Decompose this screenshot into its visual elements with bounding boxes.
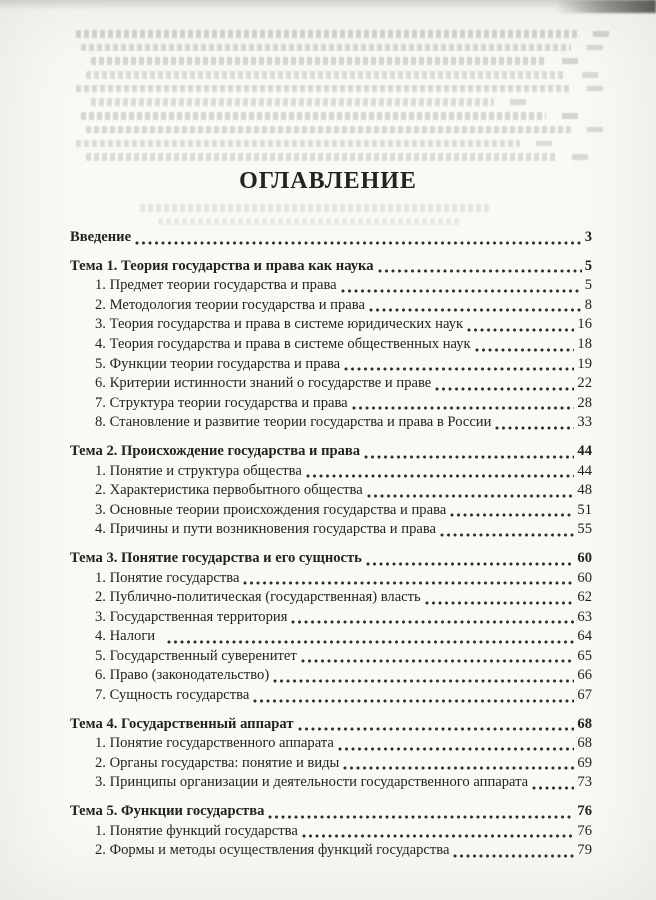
- bleedthrough-line: [86, 153, 556, 161]
- toc-entry-label: 3. Теория государства и права в системе юридических наук: [95, 316, 464, 333]
- toc-entry: [70, 228, 592, 248]
- table-of-contents: [70, 228, 592, 861]
- toc-entry-page-number: 19: [577, 355, 592, 372]
- toc-dot-leader: [450, 513, 574, 517]
- toc-entry-label: 2. Характеристика первобытного общества: [95, 482, 363, 499]
- toc-entry-page-number: 60: [577, 569, 592, 586]
- toc-entry-label: Тема 4. Государственный аппарат: [70, 715, 294, 732]
- toc-entry-label: 2. Методология теории государства и права: [95, 296, 365, 313]
- toc-dot-leader: [302, 834, 575, 838]
- toc-entry: [70, 501, 592, 521]
- toc-entry: [70, 442, 592, 462]
- toc-entry: [70, 394, 592, 414]
- bleedthrough-text-block: [76, 30, 592, 167]
- toc-dot-leader: [301, 659, 575, 663]
- toc-dot-leader: [343, 766, 574, 770]
- toc-entry-label: 7. Структура теории государства и права: [95, 394, 348, 411]
- toc-entry-label: 1. Понятие функций государства: [95, 822, 298, 839]
- toc-entry: [70, 355, 592, 375]
- toc-entry: [70, 666, 592, 686]
- toc-entry-label: 4. Причины и пути возникновения государства и права: [95, 521, 437, 538]
- toc-dot-leader: [367, 494, 575, 498]
- bleedthrough-line: [91, 57, 545, 65]
- toc-dot-leader: [341, 289, 582, 293]
- bleedthrough-line: [81, 112, 545, 120]
- toc-entry-page-number: 64: [577, 628, 592, 645]
- toc-entry-label: 4. Налоги: [95, 628, 156, 645]
- toc-entry-page-number: 55: [577, 521, 592, 538]
- toc-entry-label: 4. Теория государства и права в системе общественных наук: [95, 335, 471, 352]
- toc-entry-page-number: 63: [577, 608, 592, 625]
- toc-entry: [70, 715, 592, 735]
- toc-entry: [70, 549, 592, 569]
- toc-dot-leader: [378, 269, 582, 273]
- toc-dot-leader: [344, 367, 574, 371]
- toc-entry-label: 2. Формы и методы осуществления функций государства: [95, 842, 450, 859]
- toc-entry-label: Тема 5. Функции государства: [70, 803, 265, 820]
- toc-dot-leader: [306, 474, 575, 478]
- toc-entry: [70, 520, 592, 540]
- toc-entry-page-number: 16: [577, 316, 592, 333]
- toc-dot-leader: [135, 241, 582, 245]
- toc-entry: [70, 841, 592, 861]
- bleedthrough-line: [86, 126, 571, 134]
- toc-entry-label: 3. Государственная территория: [95, 608, 288, 625]
- toc-entry-page-number: 22: [577, 375, 592, 392]
- toc-dot-leader: [167, 640, 575, 644]
- toc-entry-page-number: 68: [577, 715, 592, 732]
- toc-entry-label: 7. Сущность государства: [95, 687, 250, 704]
- toc-entry-page-number: 33: [577, 414, 592, 431]
- toc-entry: [70, 296, 592, 316]
- toc-entry-page-number: 68: [577, 735, 592, 752]
- toc-entry-page-number: 18: [577, 335, 592, 352]
- toc-dot-leader: [453, 854, 574, 858]
- bleedthrough-line: [76, 85, 571, 93]
- toc-entry: [70, 374, 592, 394]
- toc-entry-page-number: 5: [584, 257, 592, 274]
- toc-dot-leader: [298, 727, 575, 731]
- toc-entry-page-number: 44: [577, 462, 592, 479]
- toc-entry-page-number: 69: [577, 754, 592, 771]
- toc-entry: [70, 462, 592, 482]
- toc-dot-leader: [495, 426, 574, 430]
- toc-entry-label: 6. Критерии истинности знаний о государстве и праве: [95, 375, 432, 392]
- toc-dot-leader: [243, 581, 574, 585]
- toc-entry-page-number: 48: [577, 482, 592, 499]
- toc-entry-page-number: 28: [577, 394, 592, 411]
- toc-entry: [70, 773, 592, 793]
- bleedthrough-line: [91, 98, 493, 106]
- toc-dot-leader: [467, 328, 574, 332]
- toc-entry-label: Введение: [70, 229, 132, 245]
- toc-dot-leader: [253, 699, 574, 703]
- toc-dot-leader: [440, 533, 574, 537]
- toc-entry-label: 1. Предмет теории государства и права: [95, 277, 337, 294]
- page-title: ОГЛАВЛЕНИЕ: [239, 168, 417, 194]
- toc-entry: [70, 569, 592, 589]
- toc-entry-page-number: 3: [584, 229, 592, 245]
- toc-entry-page-number: 66: [577, 667, 592, 684]
- toc-entry-label: 1. Понятие государства: [95, 569, 240, 586]
- toc-entry: [70, 335, 592, 355]
- toc-dot-leader: [532, 786, 574, 790]
- toc-entry-page-number: 62: [577, 589, 592, 606]
- toc-entry-label: 5. Государственный суверенитет: [95, 647, 297, 664]
- toc-dot-leader: [338, 747, 575, 751]
- toc-entry: [70, 627, 592, 647]
- toc-dot-leader: [475, 348, 575, 352]
- toc-entry-label: 3. Основные теории происхождения государства и права: [95, 501, 447, 518]
- toc-dot-leader: [352, 406, 575, 410]
- toc-entry: [70, 588, 592, 608]
- bleedthrough-line: [76, 30, 577, 38]
- toc-entry: [70, 822, 592, 842]
- toc-dot-leader: [366, 562, 575, 566]
- toc-entry-label: 5. Функции теории государства и права: [95, 355, 341, 372]
- toc-dot-leader: [425, 601, 575, 605]
- toc-entry-label: Тема 1. Теория государства и права как наука: [70, 257, 374, 274]
- toc-entry: [70, 315, 592, 335]
- toc-entry-page-number: 60: [577, 549, 592, 566]
- toc-entry: [70, 754, 592, 774]
- toc-entry: [70, 257, 592, 277]
- toc-entry-page-number: 44: [577, 442, 592, 459]
- scan-corner-smudge: [556, 0, 656, 13]
- toc-entry-page-number: 67: [577, 687, 592, 704]
- toc-entry: [70, 647, 592, 667]
- toc-entry-label: 6. Право (законодательство): [95, 667, 270, 684]
- toc-entry-page-number: 76: [577, 822, 592, 839]
- toc-dot-leader: [369, 308, 582, 312]
- toc-entry: [70, 276, 592, 296]
- bleedthrough-line: [86, 71, 566, 79]
- bleedthrough-line: [158, 218, 460, 226]
- toc-entry-label: Тема 2. Происхождение государства и права: [70, 442, 361, 459]
- toc-entry-label: 2. Публично-политическая (государственная) власть: [95, 589, 421, 606]
- bleedthrough-line: [81, 44, 571, 52]
- toc-entry: [70, 413, 592, 433]
- toc-entry: [70, 802, 592, 822]
- toc-entry-label: 1. Понятие и структура общества: [95, 462, 302, 479]
- toc-entry-page-number: 8: [584, 296, 592, 313]
- toc-dot-leader: [273, 679, 574, 683]
- toc-entry-page-number: 76: [577, 803, 592, 820]
- toc-entry-label: 1. Понятие государственного аппарата: [95, 735, 334, 752]
- toc-entry-label: 8. Становление и развитие теории государства и права в России: [95, 414, 492, 431]
- toc-dot-leader: [291, 620, 574, 624]
- bleedthrough-line: [76, 140, 520, 148]
- toc-entry-page-number: 65: [577, 647, 592, 664]
- toc-entry-page-number: 51: [577, 501, 592, 518]
- bleedthrough-line: [140, 204, 489, 212]
- toc-entry: [70, 481, 592, 501]
- toc-entry-label: Тема 3. Понятие государства и его сущность: [70, 549, 362, 566]
- toc-entry: [70, 734, 592, 754]
- toc-dot-leader: [268, 815, 574, 819]
- toc-entry-page-number: 79: [577, 842, 592, 859]
- toc-dot-leader: [364, 455, 574, 459]
- toc-entry: [70, 608, 592, 628]
- toc-entry-label: 3. Принципы организации и деятельности государственного аппарата: [95, 774, 529, 791]
- toc-entry-page-number: 5: [584, 277, 592, 294]
- toc-entry-page-number: 73: [577, 774, 592, 791]
- toc-entry: [70, 686, 592, 706]
- toc-dot-leader: [435, 387, 574, 391]
- toc-entry-label: 2. Органы государства: понятие и виды: [95, 754, 340, 771]
